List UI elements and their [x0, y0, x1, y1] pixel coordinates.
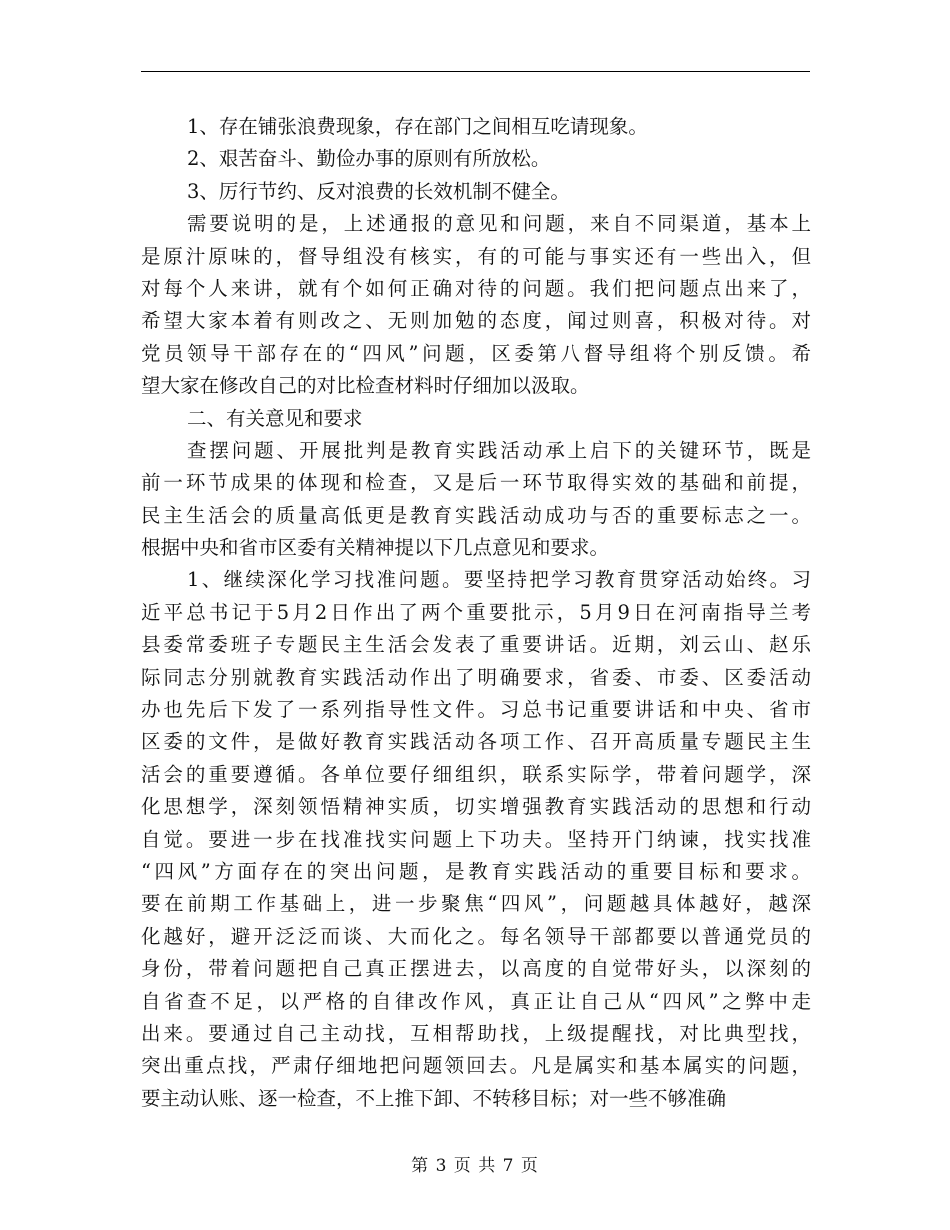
- text-line: 办也先后下发了一系列指导性文件。习总书记重要讲话和中央、省市: [141, 698, 811, 722]
- list-item-2: [141, 143, 811, 175]
- text-line: 近平总书记于5月2日作出了两个重要批示，5月9日在河南指导兰考: [141, 600, 811, 624]
- page-footer: 第 3 页 共 7 页: [411, 1156, 539, 1176]
- text-line: 需要说明的是，上述通报的意见和问题，来自不同渠道，基本上: [187, 212, 811, 236]
- text-line: 际同志分别就教育实践活动作出了明确要求，省委、市委、区委活动: [141, 665, 811, 689]
- text-line: 1、存在铺张浪费现象，存在部门之间相互吃请现象。: [187, 115, 648, 138]
- text-line: 3、厉行节约、反对浪费的长效机制不健全。: [187, 179, 570, 203]
- text-line: 化思想学，深刻领悟精神实质，切实增强教育实践活动的思想和行动: [141, 795, 811, 819]
- list-item-3: [141, 176, 811, 208]
- text-line: 突出重点找，严肃仔细地把问题领回去。凡是属实和基本属实的问题，: [141, 1054, 811, 1078]
- paragraph-requirement-1: [141, 564, 811, 1115]
- text-line: 化越好，避开泛泛而谈、大而化之。每名领导干部都要以普通党员的: [141, 924, 811, 948]
- text-line: “四风”方面存在的突出问题，是教育实践活动的重要目标和要求。: [141, 859, 811, 883]
- list-item-1: [141, 111, 811, 143]
- text-line: 要主动认账、逐一检查，不上推下卸、不转移目标；对一些不够准确: [141, 1086, 727, 1110]
- text-line: 对每个人来讲，就有个如何正确对待的问题。我们把问题点出来了，: [141, 276, 811, 300]
- document-body: [141, 111, 811, 1115]
- paragraph-note: [141, 208, 811, 402]
- text-line: 区委的文件，是做好教育实践活动各项工作、召开高质量专题民主生: [141, 730, 811, 754]
- text-line: 民主生活会的质量高低更是教育实践活动成功与否的重要标志之一。: [141, 503, 811, 527]
- text-line: 希望大家本着有则改之、无则加勉的态度，闻过则喜，积极对待。对: [141, 309, 811, 333]
- text-line: 自觉。要进一步在找准找实问题上下功夫。坚持开门纳谏，找实找准: [141, 827, 811, 851]
- text-line: 县委常委班子专题民主生活会发表了重要讲话。近期，刘云山、赵乐: [141, 633, 811, 657]
- text-line: 身份，带着问题把自己真正摆进去，以高度的自觉带好头，以深刻的: [141, 957, 811, 981]
- text-line: 2、艰苦奋斗、勤俭办事的原则有所放松。: [187, 147, 551, 171]
- text-line: 查摆问题、开展批判是教育实践活动承上启下的关键环节，既是: [187, 438, 811, 462]
- text-line: 前一环节成果的体现和检查，又是后一环节取得实效的基础和前提，: [141, 471, 811, 495]
- section-heading: [141, 403, 811, 435]
- text-line: 是原汁原味的，督导组没有核实，有的可能与事实还有一些出入，但: [141, 244, 811, 268]
- text-line: 出来。要通过自己主动找，互相帮助找，上级提醒找，对比典型找，: [141, 1021, 811, 1045]
- text-line: 二、有关意见和要求: [187, 406, 363, 430]
- header-rule: [141, 71, 810, 72]
- paragraph-intro: [141, 435, 811, 565]
- text-line: 望大家在修改自己的对比检查材料时仔细加以汲取。: [141, 374, 590, 398]
- text-line: 党员领导干部存在的“四风”问题，区委第八督导组将个别反馈。希: [141, 341, 811, 365]
- text-line: 1、继续深化学习找准问题。要坚持把学习教育贯穿活动始终。习: [187, 568, 811, 592]
- text-line: 要在前期工作基础上，进一步聚焦“四风”，问题越具体越好，越深: [141, 892, 811, 916]
- text-line: 活会的重要遵循。各单位要仔细组织，联系实际学，带着问题学，深: [141, 762, 811, 786]
- text-line: 自省查不足，以严格的自律改作风，真正让自己从“四风”之弊中走: [141, 989, 811, 1013]
- text-line: 根据中央和省市区委有关精神提以下几点意见和要求。: [141, 536, 610, 560]
